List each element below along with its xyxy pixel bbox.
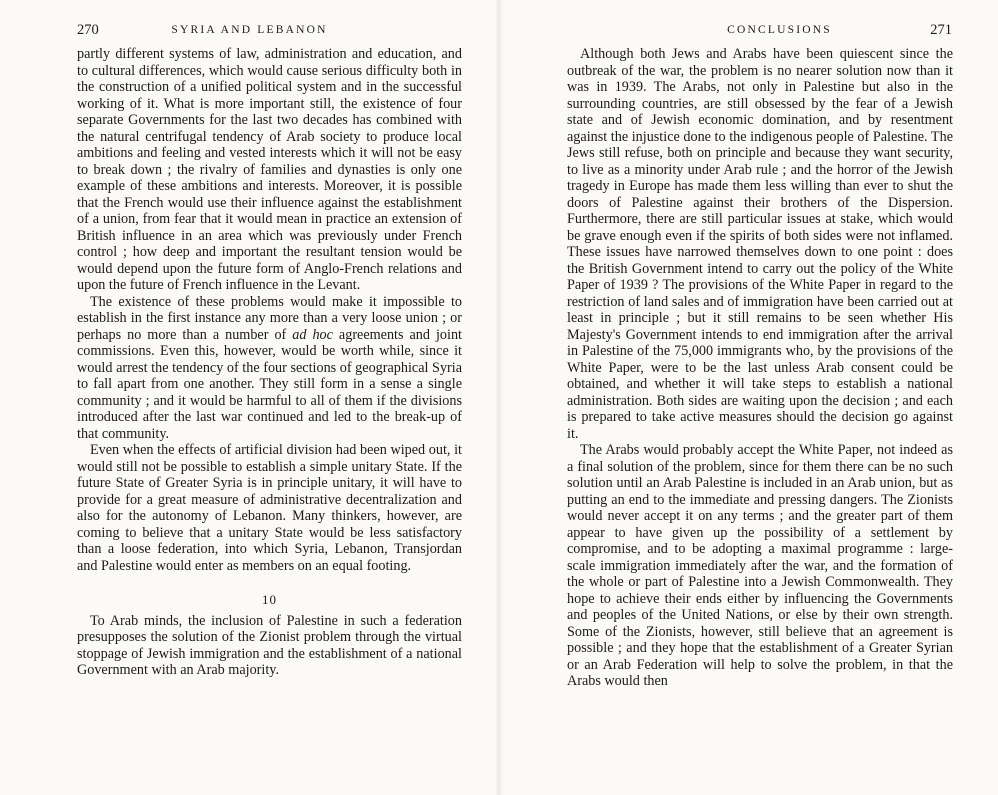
- left-paragraph-4: To Arab minds, the inclusion of Palestine in such a federation presupposes the solution of the Zionist problem through the virtual stoppage of Jewish immigration and the establishment of a national Government with an Arab majority.: [77, 612, 462, 678]
- right-paragraph-1: Although both Jews and Arabs have been quiescent since the outbreak of the war, the problem is no nearer solution now than it was in 1939. The Arabs, not only in Palestine but also in the surrounding countries, are still obsessed by the fear of a Jewish state and of Jewish economic domination, and by resentment against the injustice done to the indigenous people of Palestine. The Jews still refuse, both on principle and because they want security, to live as a minority under Arab rule ; and the horror of the Jewish tragedy in Europe has made them less willing than ever to shut the doors of Palestine against their brothers of the Dispersion. Furthermore, there are still particular issues at stake, which would be grave enough even if the spirits of both sides were not inflamed. These issues have narrowed themselves down to one point : does the British Government intend to carry out the policy of the White Paper of 1939 ? The provisions of the White Paper in regard to the restriction of land sales and of immigration have been carried out at least in principle ; but it still remains to be seen whether His Majesty's Government intends to end immigration after the arrival in Palestine of the 75,000 immigrants who, by the provisions of the White Paper, were to be the last unless Arab consent could be obtained, and whether it will take steps to establish a national administration. Both sides are waiting upon the decision ; and each is prepared to take active measures should the decision go against it.: [567, 46, 953, 442]
- left-paragraph-1: partly different systems of law, administration and education, and to cultural differences, which would cause serious difficulty both in the construction of a unified political system and in the successful working of it. What is more important still, the existence of four separate Governments for the last two decades has combined with the natural centrifugal tendency of Arab society to produce local ambitions and feeling and vested interests which it will not be easy to break down ; the rivalry of families and dynasties is only one example of these ambitions and interests. Moreover, it is possible that the French would use their influence against the establishment of a union, from fear that it would mean in practice an extension of British influence in an area which was previously under French control ; how deep and important the resultant tension would be would depend upon the future form of Anglo-French relations and upon the future of French influence in the Levant.: [77, 46, 462, 293]
- left-paragraph-2-italic: ad hoc: [292, 326, 333, 343]
- left-paragraph-2-text-b: agreements and joint commissions. Even this, however, would be worth while, since it would arrest the tendency of the four sections of geographical Syria to fall apart from one another. They still form in a sense a single community ; and it would be harmful to all of them if the divisions introduced after the last war continued and led to the break-up of that community.: [77, 326, 462, 442]
- left-running-head: SYRIA AND LEBANON: [171, 24, 328, 36]
- right-page-number: 271: [930, 22, 952, 38]
- right-text-column: [567, 46, 953, 690]
- right-paragraph-2: The Arabs would probably accept the White Paper, not indeed as a final solution of the problem, since for them there can be no such solution until an Arab Palestine is included in an Arab union, but as putting an end to the immediate and pressing dangers. The Zionists would never accept it on any terms ; and the greater part of them appear to have given up the possibility of a settlement by compromise, and to be adopting a maximal programme : large-scale immigration immediately after the war, and the formation of the whole or part of Palestine into a Jewish Commonwealth. They hope to achieve their ends either by influencing the Governments and peoples of the United Nations, or else by their own strength. Some of the Zionists, however, still believe that an agreement is possible ; and they hope that the establishment of a Greater Syrian or an Arab Federation will help to solve the problem, in that the Arabs would then: [567, 442, 953, 689]
- right-page-header: [567, 22, 952, 42]
- left-page-number: 270: [77, 22, 99, 38]
- left-text-column: [77, 46, 462, 679]
- left-paragraph-2: [77, 294, 462, 443]
- right-page: [499, 0, 998, 795]
- right-running-head: CONCLUSIONS: [727, 24, 832, 36]
- left-page-header: [77, 22, 462, 42]
- left-paragraph-2-text-a: The existence of these problems would make it impossible to establish in the first instance any more than a very loose union ; or perhaps no more than a number of: [77, 293, 462, 343]
- section-number: 10: [262, 592, 277, 607]
- left-paragraph-3: Even when the effects of artificial division had been wiped out, it would still not be possible to establish a simple unitary State. If the future State of Greater Syria is in principle unitary, it will have to provide for a great measure of administrative decentralization and also for the autonomy of Lebanon. Many thinkers, however, are coming to believe that a unitary State would be less satisfactory than a loose federation, into which Syria, Lebanon, Transjordan and Palestine would enter as members on an equal footing.: [77, 442, 462, 574]
